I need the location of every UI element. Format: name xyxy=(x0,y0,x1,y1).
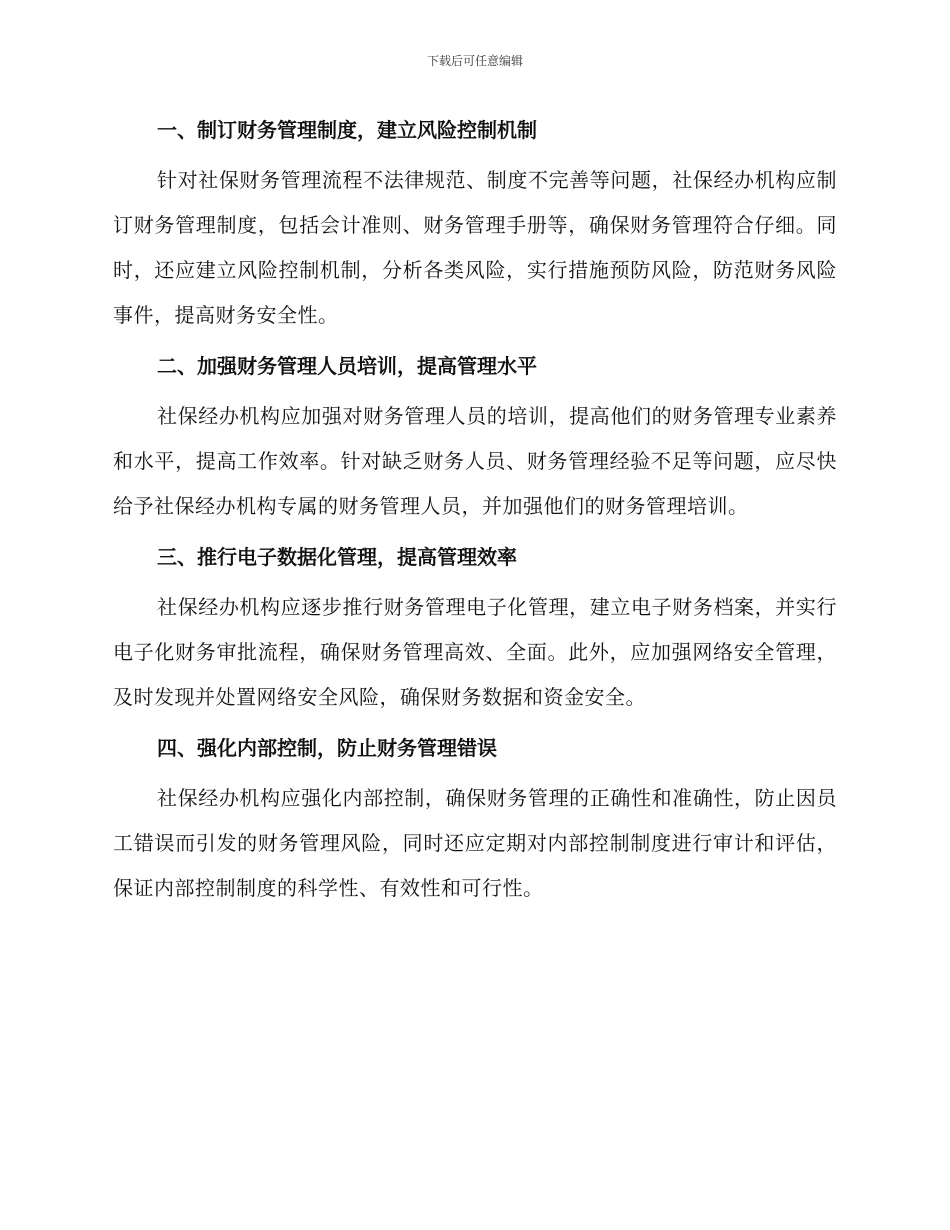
section-heading: 一、制订财务管理制度，建立风险控制机制 xyxy=(157,118,537,142)
section-1 xyxy=(113,108,837,338)
section-heading: 二、加强财务管理人员培训，提高管理水平 xyxy=(157,354,537,378)
document-body xyxy=(113,108,837,917)
section-2 xyxy=(113,344,837,529)
section-4 xyxy=(113,726,837,911)
section-3 xyxy=(113,535,837,720)
section-heading: 四、强化内部控制，防止财务管理错误 xyxy=(157,736,497,760)
header-note: 下载后可任意编辑 xyxy=(426,54,523,68)
section-paragraph: 针对社保财务管理流程不法律规范、制度不完善等问题，社保经办机构应制订财务管理制度，包括会计准则、财务管理手册等，确保财务管理符合仔细。同时，还应建立风险控制机制，分析各类风险，实行措施预防风险，防范财务风险事件，提高财务安全性。 xyxy=(113,168,837,327)
section-heading: 三、推行电子数据化管理，提高管理效率 xyxy=(157,545,517,569)
section-paragraph: 社保经办机构应强化内部控制，确保财务管理的正确性和准确性，防止因员工错误而引发的财务管理风险，同时还应定期对内部控制制度进行审计和评估，保证内部控制制度的科学性、有效性和可行性。 xyxy=(113,786,837,900)
section-paragraph: 社保经办机构应逐步推行财务管理电子化管理，建立电子财务档案，并实行电子化财务审批流程，确保财务管理高效、全面。此外，应加强网络安全管理，及时发现并处置网络安全风险，确保财务数据和资金安全。 xyxy=(113,595,837,709)
section-paragraph: 社保经办机构应加强对财务管理人员的培训，提高他们的财务管理专业素养和水平，提高工作效率。针对缺乏财务人员、财务管理经验不足等问题，应尽快给予社保经办机构专属的财务管理人员，并加强他们的财务管理培训。 xyxy=(113,404,837,518)
